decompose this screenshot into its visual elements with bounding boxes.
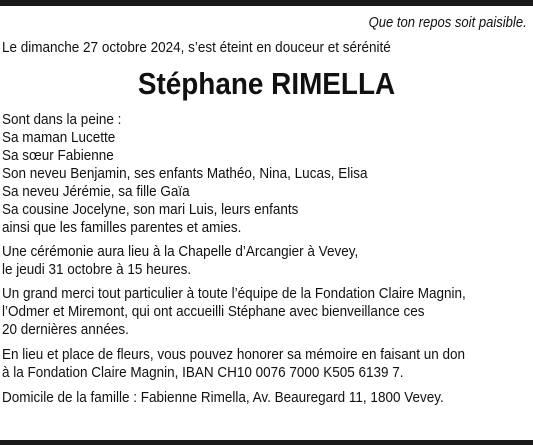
deceased-name: Stéphane RIMELLA (137, 66, 396, 101)
mourner-line: Sa neveu Jérémie, sa fille Gaïa (2, 183, 190, 200)
ceremony-line: Une cérémonie aura lieu à la Chapelle d’Arcangier à Vevey, (2, 243, 359, 260)
mourners-intro: Sont dans la peine : (2, 111, 122, 128)
thanks-line: Un grand merci tout particulier à toute l’équipe de la Fondation Claire Magnin, (2, 285, 466, 302)
family-address: Domicile de la famille : Fabienne Rimella, Av. Beauregard 11, 1800 Vevey. (2, 389, 444, 406)
mourner-line: Sa sœur Fabienne (2, 147, 114, 164)
donation-line: En lieu et place de fleurs, vous pouvez honorer sa mémoire en faisant un don (2, 346, 466, 363)
bottom-rule (0, 440, 533, 445)
donation-line: à la Fondation Claire Magnin, IBAN CH10 0076 7000 K505 6139 7. (2, 364, 404, 381)
ceremony-line: le jeudi 31 octobre à 15 heures. (2, 261, 192, 278)
mourner-line: ainsi que les familles parentes et amies. (2, 219, 242, 236)
mourner-line: Son neveu Benjamin, ses enfants Mathéo, Nina, Lucas, Elisa (2, 165, 368, 182)
death-announcement: Le dimanche 27 octobre 2024, s’est éteint en douceur et sérénité (2, 39, 391, 56)
top-rule (0, 0, 533, 6)
mourner-line: Sa maman Lucette (2, 129, 116, 146)
thanks-line: l’Odmer et Miremont, qui ont accueilli Stéphane avec bienveillance ces (2, 303, 425, 320)
thanks-line: 20 dernières années. (2, 321, 129, 338)
epigraph: Que ton repos soit paisible. (368, 15, 527, 31)
mourner-line: Sa cousine Jocelyne, son mari Luis, leurs enfants (2, 201, 299, 218)
